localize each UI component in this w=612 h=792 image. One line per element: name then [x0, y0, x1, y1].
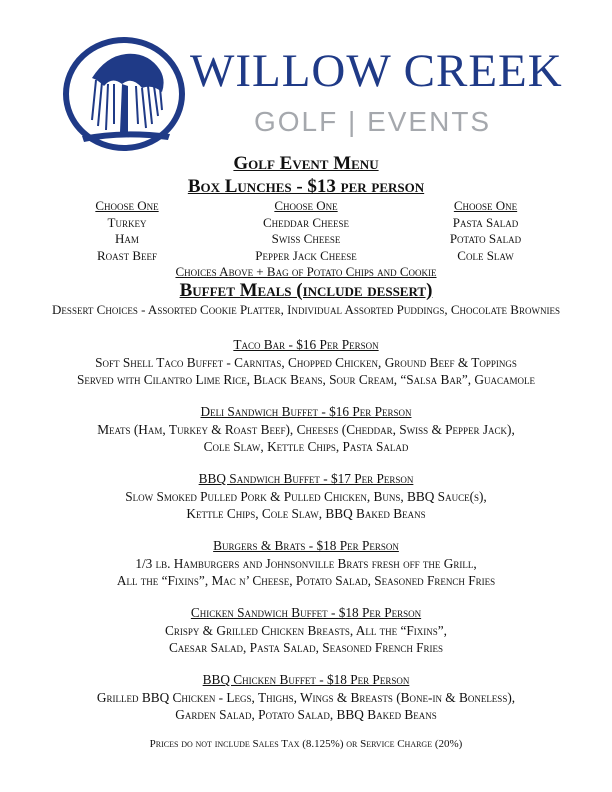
section-title: Taco Bar - $16 Per Person: [233, 337, 379, 352]
section-line: Slow Smoked Pulled Pork & Pulled Chicken, Buns, BBQ Sauce(s),: [125, 488, 487, 504]
list-item: Swiss Cheese: [271, 231, 341, 246]
section-line: Cole Slaw, Kettle Chips, Pasta Salad: [203, 439, 409, 454]
section-title: Chicken Sandwich Buffet - $18 Per Person: [190, 605, 422, 620]
column-header: Choose One: [274, 198, 338, 213]
section-line: Garden Salad, Potato Salad, BBQ Baked Beans: [175, 707, 437, 722]
brand-name: WILLOW CREEK: [190, 45, 563, 97]
side-column: [418, 198, 553, 264]
choices-note: Choices Above + Bag of Potato Chips and Cookie: [175, 264, 437, 279]
burgers-brats-section: [0, 537, 612, 590]
cheese-column: [226, 198, 386, 264]
buffet-meals-title: Buffet Meals (include dessert): [179, 280, 433, 301]
pricing-note: Prices do not include Sales Tax (8.125%) or Service Charge (20%): [149, 738, 463, 750]
logo: [0, 0, 612, 150]
meat-column: [62, 198, 192, 264]
list-item: Roast Beef: [96, 247, 158, 263]
dessert-choices: Dessert Choices - Assorted Cookie Platter, Individual Assorted Puddings, Chocolate Brownies: [52, 302, 560, 317]
section-line: Soft Shell Taco Buffet - Carnitas, Chopped Chicken, Ground Beef & Toppings: [95, 354, 517, 370]
menu-title: Golf Event Menu: [233, 153, 379, 174]
column-header: Choose One: [95, 198, 159, 213]
section-title: Deli Sandwich Buffet - $16 Per Person: [200, 404, 412, 419]
list-item: Ham: [115, 231, 139, 246]
section-line: Served with Cilantro Lime Rice, Black Beans, Sour Cream, “Salsa Bar”, Guacamole: [76, 372, 536, 387]
section-line: Crispy & Grilled Chicken Breasts, All the “Fixins”,: [164, 622, 448, 638]
section-title: Burgers & Brats - $18 Per Person: [213, 538, 399, 553]
section-line: Meats (Ham, Turkey & Roast Beef), Cheeses (Cheddar, Swiss & Pepper Jack),: [97, 421, 515, 437]
list-item: Turkey: [107, 214, 147, 230]
section-title: BBQ Chicken Buffet - $18 Per Person: [202, 672, 410, 687]
section-line: 1/3 lb. Hamburgers and Johnsonville Brats fresh off the Grill,: [135, 555, 477, 571]
section-line: Grilled BBQ Chicken - Legs, Thighs, Wings & Breasts (Bone-in & Boneless),: [96, 689, 516, 705]
list-item: Pepper Jack Cheese: [255, 247, 357, 263]
box-lunches-title: Box Lunches - $13 per person: [187, 176, 425, 197]
chicken-sandwich-section: [0, 604, 612, 657]
bbq-sandwich-section: [0, 470, 612, 523]
willow-tree-emblem-icon: [62, 36, 186, 152]
column-header: Choose One: [453, 198, 518, 213]
section-line: Caesar Salad, Pasta Salad, Seasoned French Fries: [168, 640, 444, 655]
deli-sandwich-section: [0, 403, 612, 456]
list-item: Potato Salad: [449, 231, 522, 246]
bbq-chicken-section: [0, 671, 612, 724]
list-item: Pasta Salad: [452, 214, 519, 230]
taco-bar-section: [0, 336, 612, 389]
box-lunch-choices: [0, 198, 612, 268]
list-item: Cheddar Cheese: [262, 214, 350, 230]
brand-tagline: GOLF | EVENTS: [254, 106, 492, 137]
section-title: BBQ Sandwich Buffet - $17 Per Person: [198, 471, 414, 486]
list-item: Cole Slaw: [457, 247, 514, 263]
section-line: Kettle Chips, Cole Slaw, BBQ Baked Beans: [186, 506, 426, 521]
section-line: All the “Fixins”, Mac n’ Cheese, Potato Salad, Seasoned French Fries: [116, 573, 496, 588]
